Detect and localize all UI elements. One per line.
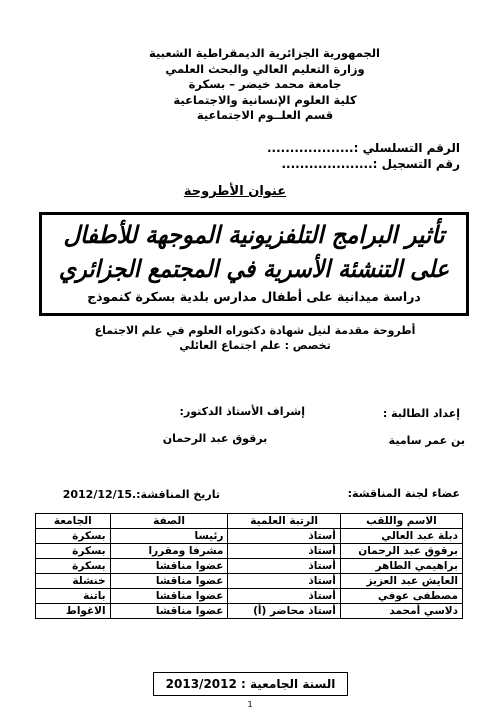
discussion-date: تاريخ المناقشة:.2012/12/15 [62, 488, 220, 501]
degree-statement: أطروحة مقدمة لنيل شهادة دكتوراه العلوم في علم الاجتماع [94, 324, 416, 337]
thesis-title-box [39, 212, 469, 316]
header-line-department: قسم العلــوم الاجتماعية [196, 108, 334, 122]
jury-name: العايش عبد العزيز [340, 574, 462, 589]
prepared-by-label: إعداد الطالبة : [382, 407, 460, 420]
jury-university: باتنة [36, 589, 111, 604]
jury-table-header [36, 514, 463, 529]
jury-role: عضوا مناقشا [110, 574, 228, 589]
jury-rank: أستاذ محاضر (أ) [228, 604, 340, 619]
table-row [36, 529, 463, 544]
table-row [36, 604, 463, 619]
column-header-role: الصفة [110, 514, 228, 529]
jury-university: بسكرة [36, 544, 111, 559]
jury-role: عضوا مناقشا [110, 589, 228, 604]
jury-name: براهيمي الطاهر [340, 559, 462, 574]
jury-name: دلاسي أمحمد [340, 604, 462, 619]
registration-number-field: رقم التسجيل :.................... [281, 157, 460, 171]
header-line-university: جامعة محمد خيضر – بسكرة [188, 77, 342, 91]
header-line-republic: الجمهورية الجزائرية الديمقراطية الشعبية [148, 46, 380, 60]
supervisor-name: برقوق عبد الرحمان [162, 432, 268, 445]
jury-table [35, 513, 463, 619]
table-row [36, 544, 463, 559]
academic-year-box: السنة الجامعية : 2013/2012 [153, 672, 348, 696]
table-row [36, 589, 463, 604]
column-header-name: الاسم واللقب [340, 514, 462, 529]
thesis-description [90, 323, 420, 353]
jury-university: بسكرة [36, 559, 111, 574]
thesis-title-line-1: تأثير البرامج التلفزيونية الموجهة للأطفال [63, 221, 445, 249]
committee-label: عضاء لجنة المناقشة: [347, 487, 460, 500]
reference-fields [267, 140, 460, 172]
supervisor-label: إشراف الأستاذ الدكتور: [179, 405, 305, 418]
jury-name: برقوق عبد الرحمان [340, 544, 462, 559]
column-header-university: الجامعة [36, 514, 111, 529]
jury-rank: أستاذ [228, 589, 340, 604]
jury-university: الاغواط [36, 604, 111, 619]
jury-name: دبلة عبد العالي [340, 529, 462, 544]
institution-header [150, 46, 380, 124]
specialization: تخصص : علم اجتماع العائلي [179, 339, 331, 352]
table-row [36, 574, 463, 589]
jury-role: رئيسا [110, 529, 228, 544]
header-line-faculty: كلية العلوم الإنسانية والاجتماعية [173, 92, 357, 107]
jury-rank: أستاذ [228, 544, 340, 559]
jury-role: عضوا مناقشا [110, 559, 228, 574]
student-name: بن عمر سامية [388, 434, 465, 447]
jury-university: بسكرة [36, 529, 111, 544]
serial-number-field: الرقم التسلسلي :................... [267, 141, 460, 155]
header-line-ministry: وزارة التعليم العالي والبحث العلمي [165, 61, 365, 76]
table-row [36, 559, 463, 574]
jury-rank: أستاذ [228, 559, 340, 574]
thesis-subtitle: دراسة ميدانية على أطفال مدارس بلدية بسكرة كنموذج [87, 289, 421, 304]
jury-university: خنشلة [36, 574, 111, 589]
jury-role: مشرفا ومقررا [110, 544, 228, 559]
jury-rank: أستاذ [228, 574, 340, 589]
page-number: 1 [247, 700, 253, 709]
thesis-title-line-2: على التنشئة الأسرية في المجتمع الجزائري [58, 255, 450, 283]
jury-name: مصطفى عوفي [340, 589, 462, 604]
column-header-rank: الرتبة العلمية [228, 514, 340, 529]
jury-role: عضوا مناقشا [110, 604, 228, 619]
thesis-title-label: عنوان الأطروحة [183, 184, 287, 199]
jury-rank: أستاذ [228, 529, 340, 544]
